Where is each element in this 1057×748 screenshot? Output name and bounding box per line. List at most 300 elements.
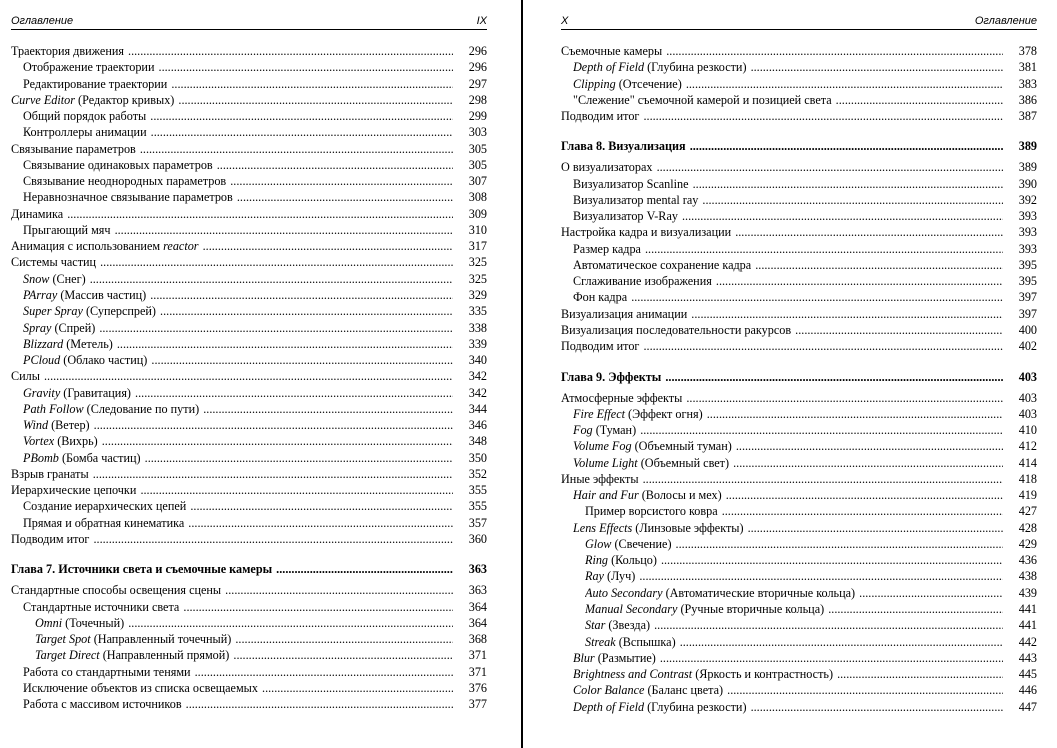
toc-entry[interactable]	[11, 696, 487, 712]
toc-entry-title	[561, 108, 1003, 124]
toc-entry-title-text: Подводим итог	[561, 339, 640, 354]
toc-entry-title-italic: Super Spray	[23, 304, 83, 319]
toc-entry[interactable]	[11, 141, 487, 157]
toc-entry-title-text: (Массив частиц)	[57, 287, 147, 302]
toc-entry-title	[23, 401, 453, 417]
toc-entry[interactable]	[561, 650, 1037, 666]
toc-entry-title-italic: Color Balance	[573, 683, 645, 698]
toc-entry-title-text: Связывание одинаковых параметров	[23, 157, 213, 172]
toc-entry-title-text: Редактирование траектории	[23, 76, 168, 91]
toc-page-number: 428	[1003, 520, 1037, 536]
toc-entry[interactable]	[561, 257, 1037, 273]
toc-entry-title-italic: PBomb	[23, 450, 59, 465]
toc-entry-title	[585, 568, 1003, 584]
toc-page-number: 403	[1003, 390, 1037, 406]
toc-page-number: 392	[1003, 192, 1037, 208]
toc-entry[interactable]	[11, 271, 487, 287]
toc-entry-title-text: Глава 7. Источники света и съемочные камеры	[11, 562, 273, 577]
toc-entry[interactable]	[561, 487, 1037, 503]
toc-page-number: 299	[453, 108, 487, 124]
toc-page-number: 393	[1003, 208, 1037, 224]
toc-entry[interactable]	[11, 124, 487, 140]
toc-entry-title-text: Визуализатор mental ray	[573, 192, 699, 207]
toc-entry-title-italic: Brightness and Contrast	[573, 667, 693, 682]
toc-entry[interactable]	[561, 682, 1037, 698]
toc-entry[interactable]	[561, 306, 1037, 322]
toc-entry-title	[23, 498, 453, 514]
toc-page-number: 441	[1003, 617, 1037, 633]
toc-entry-title	[35, 631, 453, 647]
toc-entry[interactable]	[11, 401, 487, 417]
toc-entry-title	[23, 664, 453, 680]
toc-entry-title	[573, 650, 1003, 666]
toc-entry-title	[11, 238, 453, 254]
toc-entry-title-italic: PArray	[23, 287, 58, 302]
toc-entry-title-text: Подводим итог	[561, 109, 640, 124]
toc-entry-title	[23, 108, 453, 124]
toc-entry-title-text: Визуализатор Scanline	[573, 176, 689, 191]
toc-entry[interactable]	[11, 385, 487, 401]
toc-entry[interactable]	[11, 76, 487, 92]
toc-entry[interactable]	[561, 438, 1037, 454]
toc-entry-title-italic: PCloud	[23, 353, 61, 368]
toc-entry-title-italic: Curve Editor	[11, 92, 75, 107]
toc-entry-title	[23, 515, 453, 531]
toc-page-number: 305	[453, 157, 487, 173]
toc-page-number: 339	[453, 336, 487, 352]
running-header	[561, 13, 1037, 30]
toc-entry-title	[561, 43, 1003, 59]
toc-entry[interactable]	[561, 634, 1037, 650]
toc-entry-title	[561, 224, 1003, 240]
page-divider	[521, 0, 523, 748]
toc-entry[interactable]	[561, 273, 1037, 289]
toc-entry[interactable]	[561, 224, 1037, 240]
toc-entry-title-text: Отображение траектории	[23, 60, 155, 75]
toc-entry-title-text: Связывание параметров	[11, 141, 136, 156]
toc-entry-title	[561, 322, 1003, 338]
toc-entry[interactable]	[11, 631, 487, 647]
toc-page-number: 298	[453, 92, 487, 108]
toc-entry-title-text: Общий порядок работы	[23, 109, 147, 124]
toc-entry-title-italic: Volume Light	[573, 455, 638, 470]
toc-entry[interactable]	[11, 303, 487, 319]
toc-entry-title-text: Атмосферные эффекты	[561, 390, 683, 405]
toc-page-number: 395	[1003, 273, 1037, 289]
toc-entry[interactable]	[11, 157, 487, 173]
header-title: Оглавление	[974, 15, 1037, 27]
toc-entry-title-text: (Свечение)	[611, 536, 672, 551]
toc-entry-title	[23, 303, 453, 319]
toc-page-number: 418	[1003, 471, 1037, 487]
toc-entry[interactable]	[561, 617, 1037, 633]
toc-entry-title	[11, 92, 453, 108]
toc-entry-title-text: Стандартные источники света	[23, 599, 180, 614]
toc-entry-title-text: (Линзовые эффекты)	[632, 520, 744, 535]
toc-entry[interactable]	[11, 189, 487, 205]
toc-entry[interactable]	[561, 176, 1037, 192]
toc-entry-title-italic: reactor	[163, 239, 199, 254]
toc-entry[interactable]	[11, 368, 487, 384]
toc-page-number: 427	[1003, 503, 1037, 519]
toc-entry-title-text: Работа со стандартными тенями	[23, 664, 191, 679]
toc-entry[interactable]	[561, 536, 1037, 552]
toc-entry[interactable]	[561, 108, 1037, 124]
toc-entry-title-text: Связывание неоднородных параметров	[23, 174, 227, 189]
toc-entry[interactable]	[561, 406, 1037, 422]
toc-entry-title	[573, 666, 1003, 682]
toc-page-number: 357	[453, 515, 487, 531]
toc-entry-title-text: Визуализация анимации	[561, 306, 688, 321]
toc-entry[interactable]	[561, 322, 1037, 338]
toc-entry[interactable]	[561, 601, 1037, 617]
toc-page-number: 377	[453, 696, 487, 712]
toc-entry-title	[573, 208, 1003, 224]
toc-entry-title-italic: Ray	[585, 569, 604, 584]
toc-entry-title-text: Автоматическое сохранение кадра	[573, 257, 752, 272]
toc-entry[interactable]	[561, 520, 1037, 536]
toc-entry-title-text: (Туман)	[592, 423, 637, 438]
toc-entry-title	[573, 59, 1003, 75]
toc-entry-title-text: (Отсечение)	[615, 76, 682, 91]
toc-entry-title-text: Создание иерархических цепей	[23, 499, 187, 514]
toc-entry-title-text: Траектория движения	[11, 44, 124, 58]
toc-page-number: 436	[1003, 552, 1037, 568]
toc-entry-title	[23, 157, 453, 173]
toc-entry-title-italic: Blizzard	[23, 336, 64, 351]
toc-entry-title-italic: Clipping	[573, 76, 616, 91]
toc-entry[interactable]	[11, 582, 487, 598]
toc-entry[interactable]	[561, 159, 1037, 175]
toc-entry-title	[573, 520, 1003, 536]
toc-entry-title	[573, 455, 1003, 471]
toc-page-number: 439	[1003, 585, 1037, 601]
toc-page-number: 429	[1003, 536, 1037, 552]
toc-entry-title-text: Иерархические цепочки	[11, 483, 137, 498]
toc-entry[interactable]	[561, 666, 1037, 682]
toc-page-number: 329	[453, 287, 487, 303]
toc-page-number: 419	[1003, 487, 1037, 503]
toc-entry-title-italic: Auto Secondary	[585, 585, 663, 600]
toc-page-number: 403	[1003, 369, 1037, 385]
toc-entry[interactable]	[561, 552, 1037, 568]
toc-entry-title-text: (Ветер)	[48, 418, 90, 433]
toc-list	[11, 43, 487, 712]
toc-entry[interactable]	[11, 59, 487, 75]
toc-page-number: 371	[453, 647, 487, 663]
toc-entry[interactable]	[11, 531, 487, 547]
toc-page-number: 381	[1003, 59, 1037, 75]
toc-entry-title-text: (Редактор кривых)	[74, 92, 175, 107]
toc-page-number: 340	[453, 352, 487, 368]
toc-entry[interactable]	[11, 599, 487, 615]
toc-entry-title	[23, 680, 453, 696]
toc-entry-title-text: (Ручные вторичные кольца)	[677, 601, 825, 616]
toc-page-number: 397	[1003, 306, 1037, 322]
toc-entry-title-text: Съемочные камеры	[561, 44, 663, 58]
toc-page-number: 378	[1003, 43, 1037, 59]
header-page-number: X	[561, 15, 569, 27]
toc-entry-title-italic: Ring	[585, 553, 609, 568]
toc-entry[interactable]	[561, 92, 1037, 108]
toc-entry[interactable]	[561, 59, 1037, 75]
toc-entry[interactable]	[561, 76, 1037, 92]
toc-page-number: 360	[453, 531, 487, 547]
toc-entry[interactable]	[11, 466, 487, 482]
toc-entry[interactable]	[11, 647, 487, 663]
toc-entry-title	[23, 76, 453, 92]
toc-entry[interactable]	[11, 615, 487, 631]
toc-entry-title-text: (Волосы и мех)	[638, 488, 722, 503]
toc-entry-title-text: Прямая и обратная кинематика	[23, 515, 185, 530]
running-header	[11, 13, 487, 30]
toc-page-number: 393	[1003, 241, 1037, 257]
toc-entry-title	[573, 289, 1003, 305]
right-page	[524, 0, 1057, 748]
toc-entry-title	[11, 582, 453, 598]
toc-page-number: 344	[453, 401, 487, 417]
toc-entry[interactable]	[11, 515, 487, 531]
toc-entry[interactable]	[11, 254, 487, 270]
toc-entry-title	[11, 43, 453, 59]
toc-entry[interactable]	[561, 699, 1037, 715]
toc-page-number: 364	[453, 615, 487, 631]
toc-entry[interactable]	[11, 173, 487, 189]
toc-page-number: 338	[453, 320, 487, 336]
toc-entry-title-italic: Manual Secondary	[585, 601, 678, 616]
toc-entry[interactable]	[11, 92, 487, 108]
toc-entry-title-italic: Blur	[573, 650, 595, 665]
toc-entry-title	[11, 466, 453, 482]
toc-entry-title	[23, 189, 453, 205]
toc-list	[561, 43, 1037, 715]
toc-entry-title-text: (Гравитация)	[60, 385, 131, 400]
toc-entry[interactable]	[561, 390, 1037, 406]
toc-page-number: 309	[453, 206, 487, 222]
toc-entry-title-text: (Следование по пути)	[83, 401, 200, 416]
toc-entry[interactable]	[11, 287, 487, 303]
toc-chapter-heading[interactable]	[561, 138, 1037, 155]
toc-entry-title-text: Пример ворсистого ковра	[585, 504, 718, 519]
toc-page-number: 389	[1003, 138, 1037, 154]
toc-entry[interactable]	[11, 320, 487, 336]
toc-entry[interactable]	[11, 108, 487, 124]
toc-entry-title-text: Взрыв гранаты	[11, 466, 89, 481]
toc-entry-title	[561, 306, 1003, 322]
toc-entry[interactable]	[561, 192, 1037, 208]
toc-page-number: 376	[453, 680, 487, 696]
toc-page-number: 308	[453, 189, 487, 205]
toc-entry[interactable]	[11, 498, 487, 514]
toc-page-number: 387	[1003, 108, 1037, 124]
toc-entry-title-text: Анимация с использованием	[11, 239, 164, 254]
toc-entry[interactable]	[561, 585, 1037, 601]
toc-page-number: 368	[453, 631, 487, 647]
toc-entry-title	[23, 417, 453, 433]
toc-entry[interactable]	[561, 422, 1037, 438]
toc-entry[interactable]	[11, 222, 487, 238]
toc-page-number: 442	[1003, 634, 1037, 650]
toc-entry-title	[11, 531, 453, 547]
toc-entry[interactable]	[561, 471, 1037, 487]
toc-entry-title-text: "Слежение" съемочной камерой и позицией света	[573, 92, 832, 107]
toc-entry-title	[23, 385, 453, 401]
toc-entry-title-text: (Вспышка)	[615, 634, 676, 649]
toc-entry[interactable]	[11, 450, 487, 466]
toc-entry-title	[585, 552, 1003, 568]
toc-entry-title-text: (Облако частиц)	[60, 353, 148, 368]
toc-page-number: 296	[453, 43, 487, 59]
toc-entry-title-italic: Snow	[23, 271, 50, 286]
toc-entry-title-text: (Объемный туман)	[631, 439, 732, 454]
toc-entry[interactable]	[11, 417, 487, 433]
toc-entry-title	[585, 617, 1003, 633]
toc-entry-title-italic: Vortex	[23, 434, 55, 449]
toc-page-number: 355	[453, 498, 487, 514]
toc-entry-title	[11, 368, 453, 384]
toc-page-number: 363	[453, 561, 487, 577]
toc-page-number: 350	[453, 450, 487, 466]
toc-entry-title	[573, 682, 1003, 698]
toc-entry-title	[561, 471, 1003, 487]
toc-entry-title-text: (Вихрь)	[54, 434, 98, 449]
toc-entry[interactable]	[561, 455, 1037, 471]
toc-page-number: 303	[453, 124, 487, 140]
toc-entry-title-italic: Glow	[585, 536, 612, 551]
toc-page-number: 296	[453, 59, 487, 75]
toc-entry[interactable]	[11, 238, 487, 254]
toc-entry-title-text: (Снег)	[49, 271, 86, 286]
toc-page-number: 402	[1003, 338, 1037, 354]
toc-entry-title-text: (Эффект огня)	[625, 406, 703, 421]
toc-entry-title	[585, 503, 1003, 519]
toc-page-number: 352	[453, 466, 487, 482]
toc-entry[interactable]	[11, 433, 487, 449]
toc-entry[interactable]	[561, 338, 1037, 354]
toc-entry-title-text: Работа с массивом источников	[23, 697, 182, 712]
toc-entry-title	[11, 482, 453, 498]
toc-page-number: 386	[1003, 92, 1037, 108]
toc-entry-title-italic: Hair and Fur	[573, 488, 639, 503]
toc-entry[interactable]	[561, 289, 1037, 305]
toc-entry-title-text: Исключение объектов из списка освещаемых	[23, 680, 258, 695]
toc-entry-title	[573, 257, 1003, 273]
toc-entry[interactable]	[11, 482, 487, 498]
toc-entry-title-text: Настройка кадра и визуализации	[561, 225, 732, 240]
toc-entry-title-italic: Target Spot	[35, 632, 91, 647]
toc-entry-title-text: Подводим итог	[11, 531, 90, 546]
toc-entry-title	[23, 450, 453, 466]
toc-entry-title-italic: Streak	[585, 634, 616, 649]
toc-entry-title-italic: Wind	[23, 418, 49, 433]
toc-entry-title-italic: Lens Effects	[573, 520, 633, 535]
toc-entry[interactable]	[561, 208, 1037, 224]
toc-entry-title-text: Визуализация последовательности ракурсов	[561, 322, 792, 337]
toc-entry-title-text: (Спрей)	[51, 320, 96, 335]
toc-entry-title	[573, 241, 1003, 257]
toc-entry-title-text: (Баланс цвета)	[644, 683, 724, 698]
toc-page-number: 438	[1003, 568, 1037, 584]
toc-entry-title	[23, 124, 453, 140]
toc-entry-title	[23, 696, 453, 712]
toc-entry-title-text: Визуализатор V-Ray	[573, 209, 678, 224]
toc-entry-title	[11, 561, 453, 577]
toc-entry-title	[573, 699, 1003, 715]
toc-entry-title-italic: Omni	[35, 615, 63, 630]
toc-entry-title	[573, 192, 1003, 208]
toc-page-number: 389	[1003, 159, 1037, 175]
toc-entry-title	[585, 585, 1003, 601]
toc-entry[interactable]	[561, 241, 1037, 257]
toc-page-number: 325	[453, 254, 487, 270]
toc-page-number: 447	[1003, 699, 1037, 715]
toc-entry-title	[573, 438, 1003, 454]
toc-entry-title-italic: Target Direct	[35, 648, 100, 663]
toc-page-number: 445	[1003, 666, 1037, 682]
toc-page-number: 395	[1003, 257, 1037, 273]
toc-page-number: 397	[1003, 289, 1037, 305]
toc-page-number: 403	[1003, 406, 1037, 422]
toc-entry-title-text: (Направленный прямой)	[99, 648, 230, 663]
toc-page-number: 307	[453, 173, 487, 189]
toc-entry-title-italic: Volume Fog	[573, 439, 632, 454]
toc-page-number: 310	[453, 222, 487, 238]
toc-entry-title-text: Фон кадра	[573, 290, 628, 305]
toc-entry[interactable]	[561, 568, 1037, 584]
toc-entry-title	[573, 273, 1003, 289]
toc-entry-title-text: (Кольцо)	[608, 553, 657, 568]
toc-entry-title-text: (Яркость и контрастность)	[692, 667, 834, 682]
toc-page-number: 355	[453, 482, 487, 498]
toc-entry-title	[23, 320, 453, 336]
toc-page-number: 348	[453, 433, 487, 449]
toc-page-number: 393	[1003, 224, 1037, 240]
toc-entry-title-text: (Суперспрей)	[82, 304, 156, 319]
toc-chapter-heading[interactable]	[11, 561, 487, 578]
toc-entry-title-text: (Глубина резкости)	[644, 60, 747, 75]
left-page	[0, 0, 522, 748]
toc-entry[interactable]	[11, 206, 487, 222]
toc-entry-title	[23, 59, 453, 75]
toc-entry-title-text: Прыгающий мяч	[23, 222, 111, 237]
toc-entry-title-text: (Метель)	[63, 336, 113, 351]
toc-entry[interactable]	[11, 336, 487, 352]
toc-entry-title-text: (Бомба частиц)	[58, 450, 141, 465]
toc-entry[interactable]	[11, 43, 487, 59]
toc-entry-title	[23, 336, 453, 352]
toc-entry-title	[561, 138, 1003, 154]
toc-entry-title-text: Стандартные способы освещения сцены	[11, 583, 222, 598]
toc-entry[interactable]	[11, 680, 487, 696]
toc-chapter-heading[interactable]	[561, 369, 1037, 386]
toc-entry-title	[11, 141, 453, 157]
toc-entry-title-italic: Fog	[573, 423, 593, 438]
toc-entry[interactable]	[561, 43, 1037, 59]
toc-entry-title	[573, 76, 1003, 92]
toc-page-number: 410	[1003, 422, 1037, 438]
toc-entry-title-text: (Глубина резкости)	[644, 699, 747, 714]
toc-page-number: 342	[453, 385, 487, 401]
toc-entry-title	[585, 536, 1003, 552]
toc-entry[interactable]	[11, 664, 487, 680]
toc-entry[interactable]	[561, 503, 1037, 519]
toc-page-number: 325	[453, 271, 487, 287]
toc-page-number: 335	[453, 303, 487, 319]
toc-entry-title-text: Системы частиц	[11, 255, 97, 270]
toc-entry[interactable]	[11, 352, 487, 368]
toc-entry-title-text: (Звезда)	[605, 618, 651, 633]
toc-entry-title	[23, 222, 453, 238]
